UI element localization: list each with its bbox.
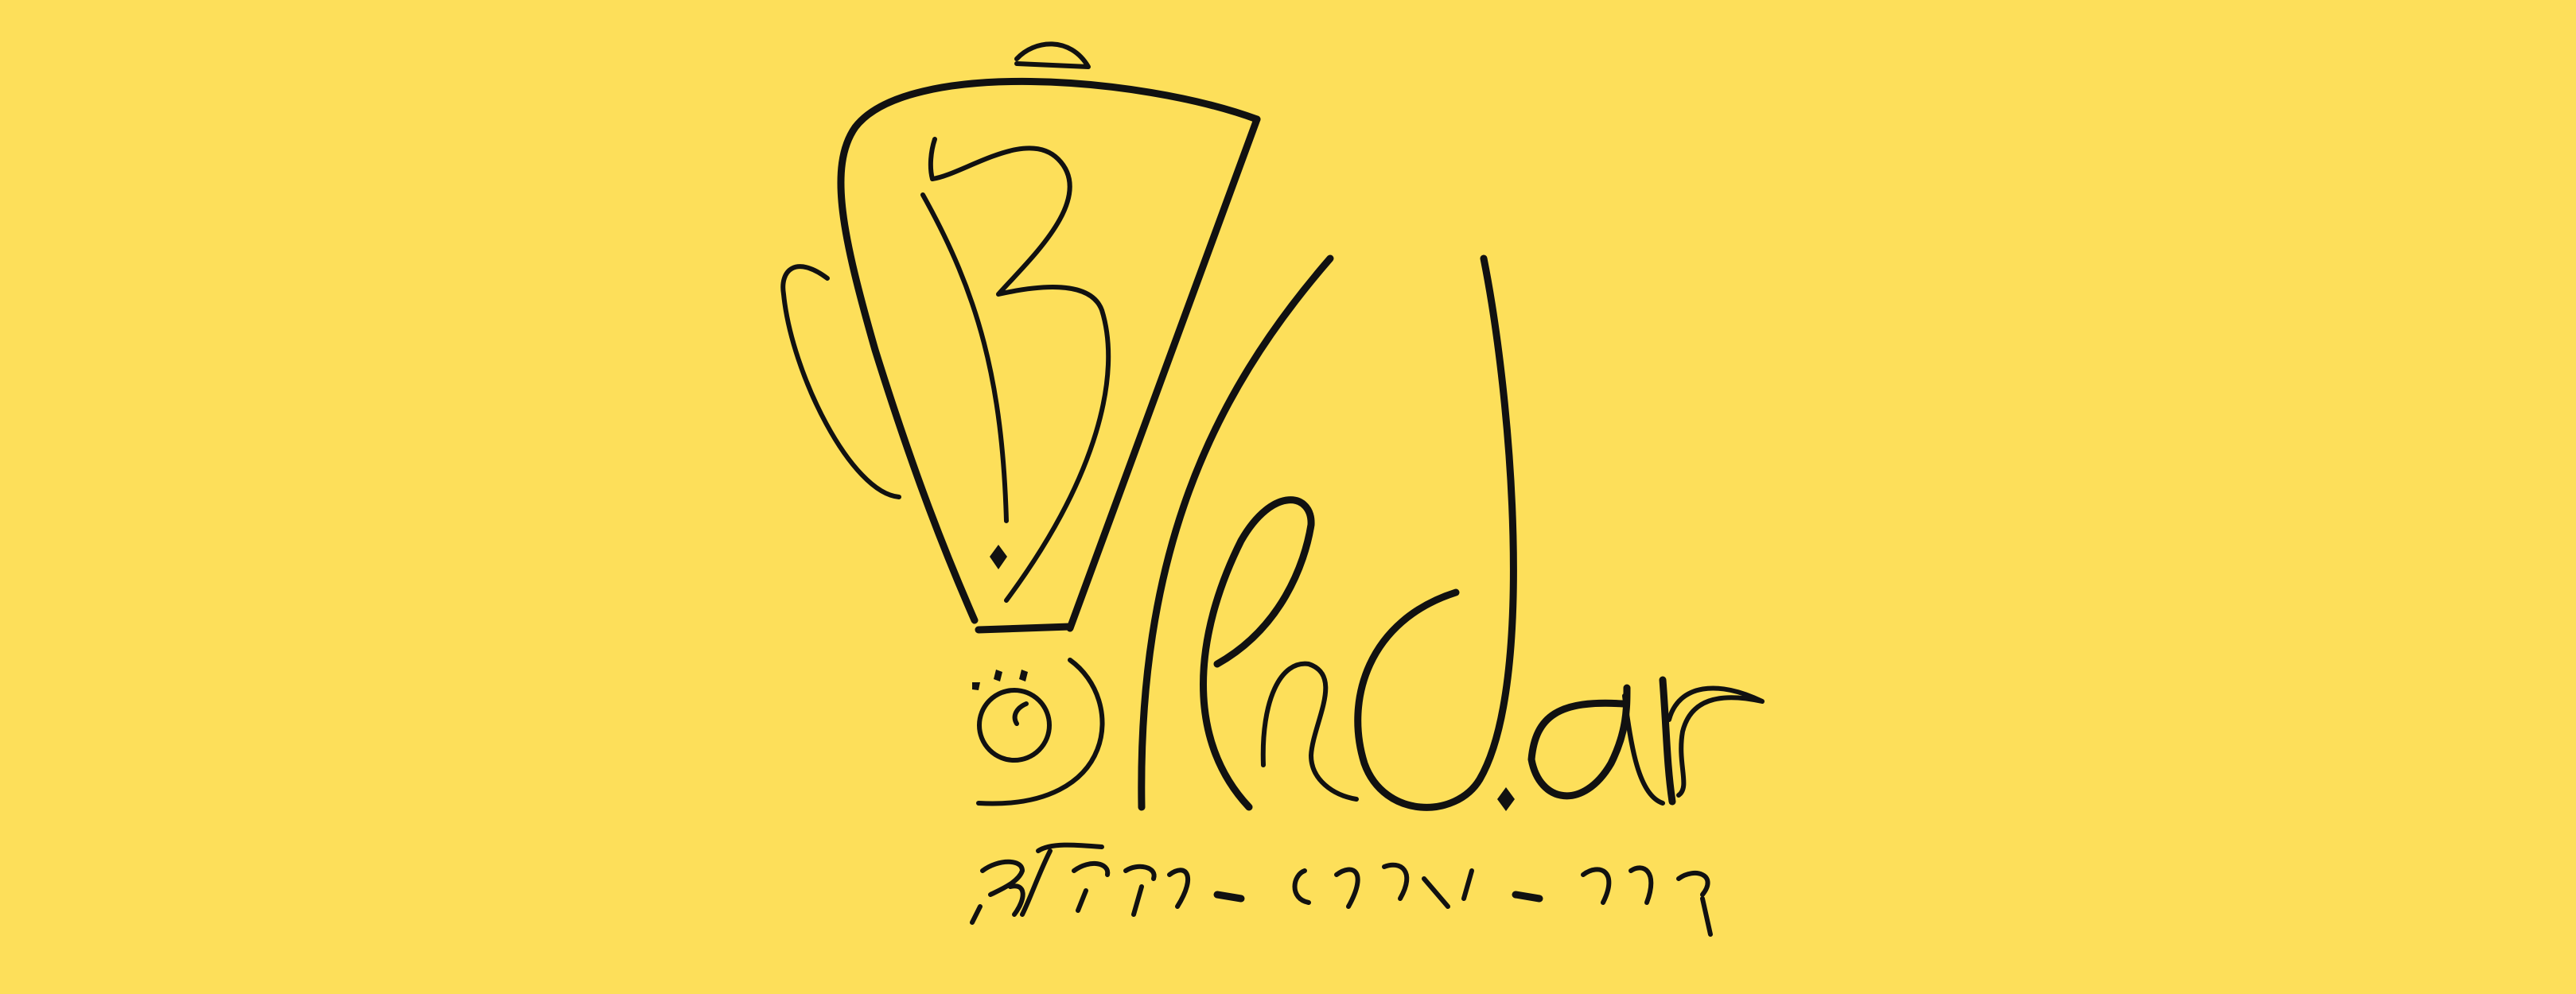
wordmark-hedar — [972, 258, 1762, 811]
chef-hat-cup-icon — [783, 44, 1257, 630]
tagline-script — [972, 845, 1710, 934]
